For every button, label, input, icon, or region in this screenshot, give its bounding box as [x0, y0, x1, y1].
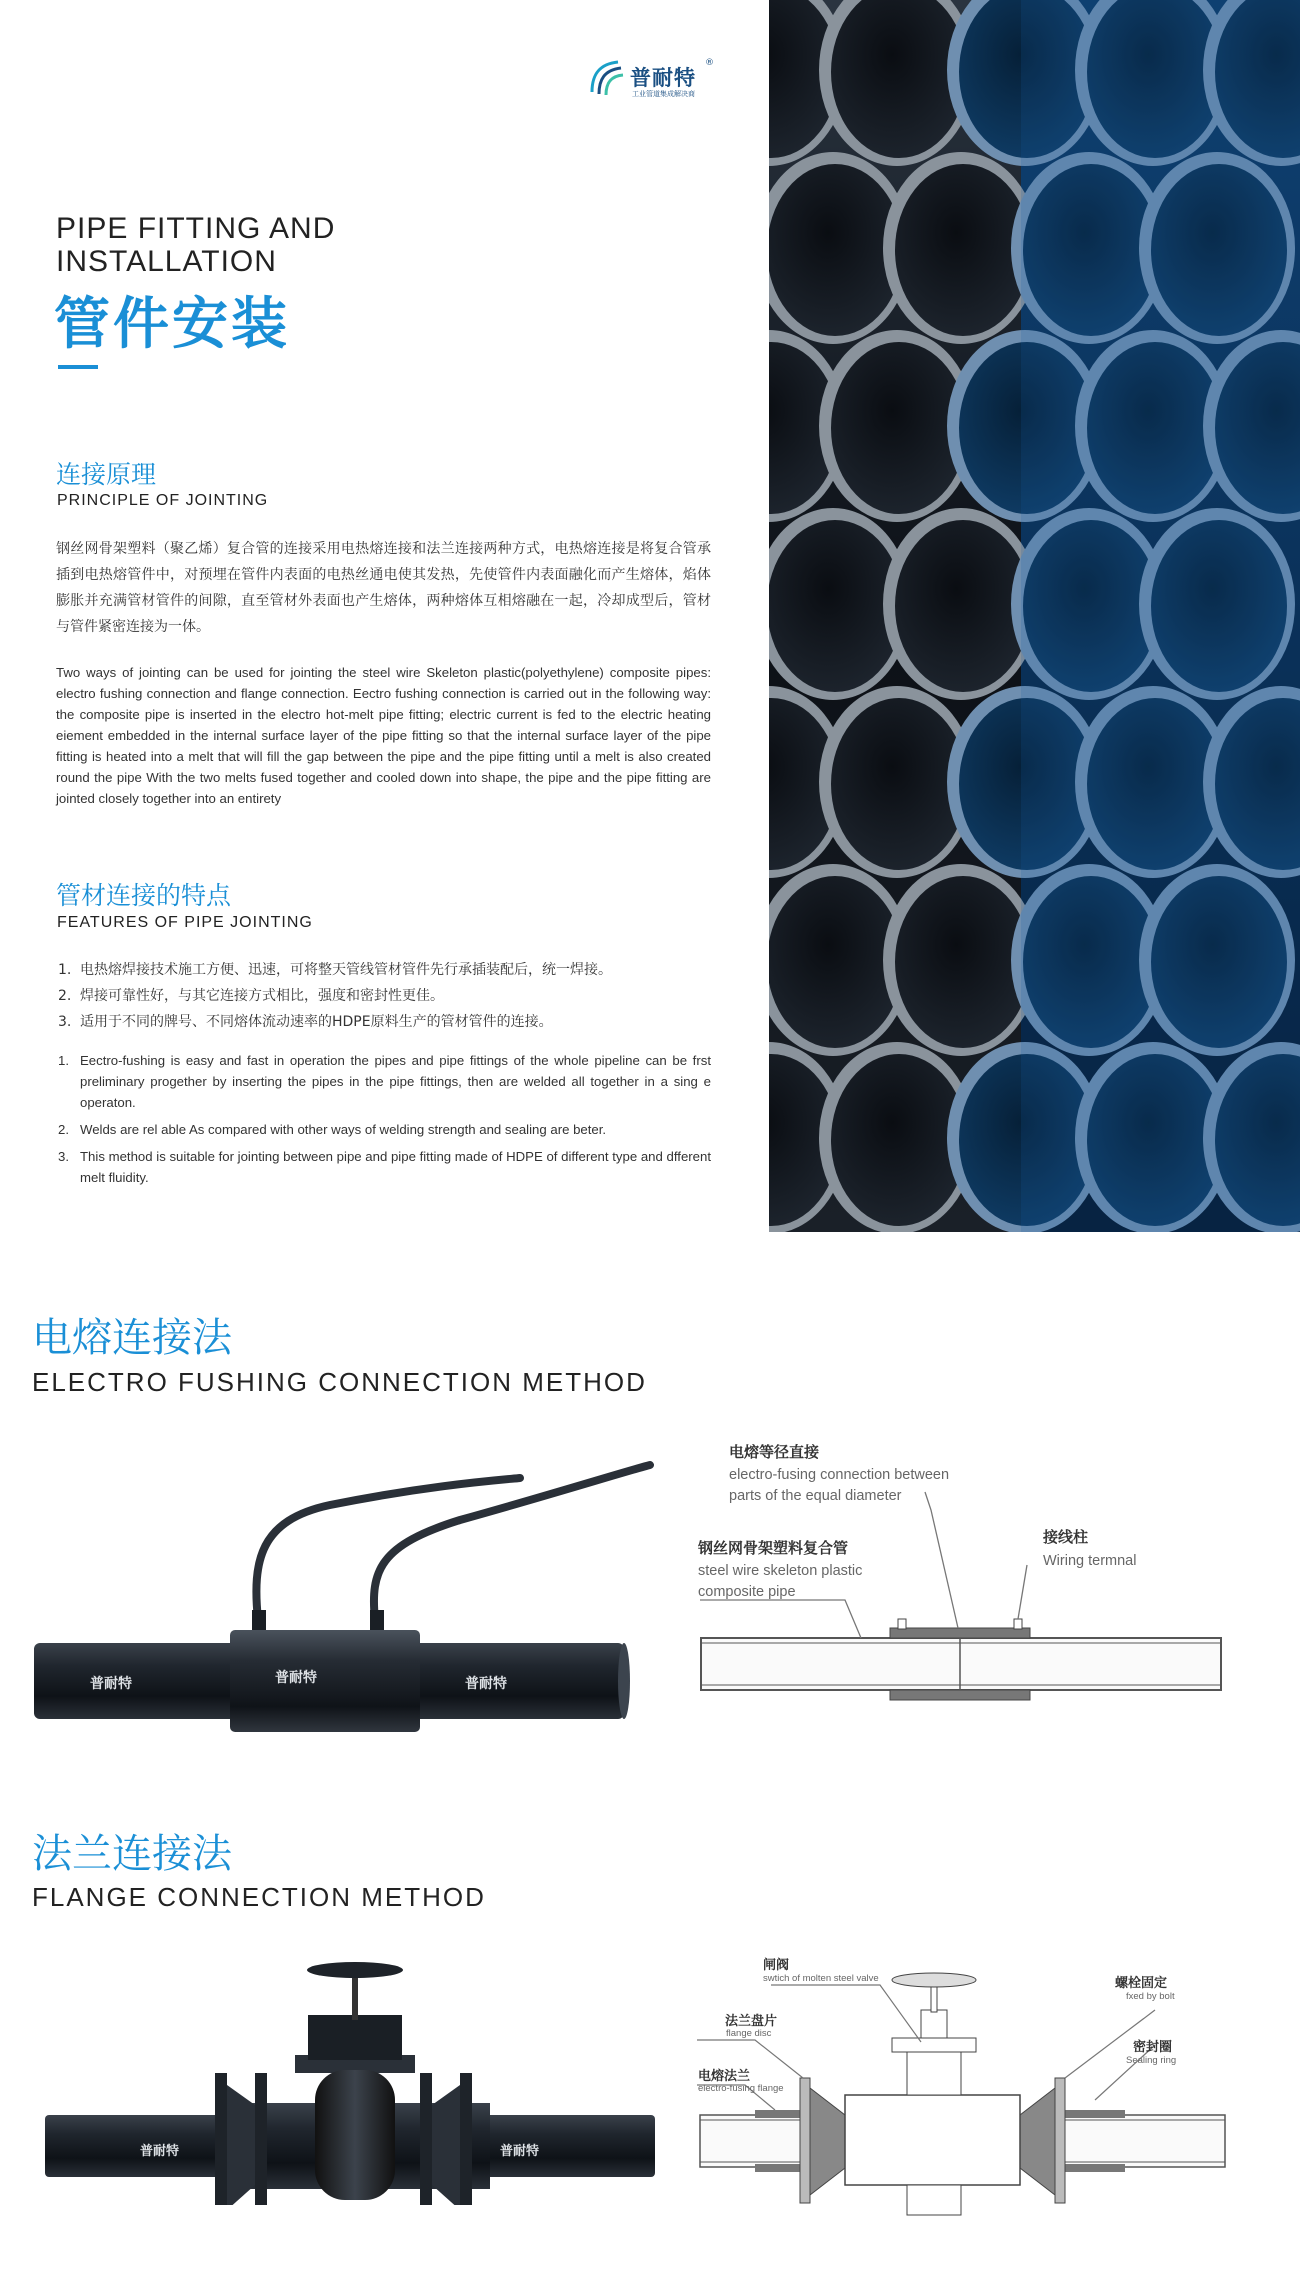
label-valve-cn: 闸阀	[763, 1958, 790, 1973]
flange-fitting-image	[40, 1955, 670, 2205]
pipe-end-hole	[831, 342, 967, 514]
principle-body-en: Two ways of jointing can be used for jointing the steel wire Skeleton plastic(polyethylene) composite pipes: electro fushing connection and flange connection. Eectro fushing connection is carried out in the following way: the composite pipe is inserted in the electro hot-melt pipe fitting; electric current is fed to the electric heating eiement embedded in the internal surface layer of the pipe fitting so that the internal surface layer of the pipe fitting is heated into a melt that will fill the gap between the pipe and the pipe fitting until a melt is also created round the pipe With the two melts fused together and cooled down into shape, the pipe and the pipe fitting are jointed closely together into an entirety	[56, 665, 711, 806]
label-eflange-cn: 电熔法兰	[698, 2069, 751, 2084]
pipe-end-hole	[831, 1054, 967, 1226]
electro-title-cn: 电熔连接法	[32, 1315, 232, 1361]
title-en-line2: INSTALLATION	[56, 245, 277, 278]
logo-mark-icon	[588, 58, 626, 98]
principle-title-en: PRINCIPLE OF JOINTING	[57, 492, 269, 509]
electro-image-brand-1: 普耐特	[90, 1676, 132, 1692]
label-pipe-en-1: steel wire skeleton plastic	[698, 1563, 863, 1579]
label-equal-en-1: electro-fusing connection between	[729, 1467, 950, 1483]
brand-logo	[588, 56, 718, 104]
electro-fitting-image	[30, 1460, 670, 1750]
label-valve-en: swtich of molten steel valve	[763, 1973, 879, 1984]
pipe-end-hole	[769, 876, 903, 1048]
brand-name: 普耐特	[630, 66, 696, 90]
label-equal-cn: 电熔等径直接	[729, 1443, 820, 1461]
principle-title-cn: 连接原理	[56, 460, 157, 489]
pipe-end-hole	[895, 520, 1031, 692]
label-seal-en: Sealing ring	[1126, 2055, 1177, 2066]
brand-tagline: 工业管道集成解决商	[632, 90, 695, 98]
page-title: 管件安装	[54, 292, 290, 357]
brand-registered: ®	[705, 58, 714, 68]
electro-image-brand-2: 普耐特	[275, 1670, 317, 1686]
label-disc-cn: 法兰盘片	[725, 2014, 778, 2029]
label-terminal-cn: 接线柱	[1043, 1528, 1089, 1546]
flange-image-brand-2: 普耐特	[500, 2144, 540, 2159]
label-bolt-en: fxed by bolt	[1126, 1991, 1175, 2002]
title-en-line1: PIPE FITTING AND	[56, 212, 336, 245]
features-list-cn	[58, 957, 718, 1035]
flange-image-brand-1: 普耐特	[140, 2144, 180, 2159]
label-disc-en: flange disc	[726, 2028, 772, 2039]
label-bolt-cn: 螺栓固定	[1115, 1976, 1168, 1991]
pipes-photo-image	[769, 0, 1300, 1232]
list-item: 3. This method is suitable for jointing between pipe and pipe fitting made of HDPE of different type and dfferent melt fluidity.	[58, 1149, 711, 1185]
features-title-en: FEATURES OF PIPE JOINTING	[57, 914, 313, 931]
electro-title-en: ELECTRO FUSHING CONNECTION METHOD	[32, 1367, 647, 1397]
pipe-end-hole	[895, 164, 1031, 336]
label-pipe-cn: 钢丝网骨架塑料复合管	[698, 1539, 849, 1557]
flange-title-en: FLANGE CONNECTION METHOD	[32, 1882, 486, 1912]
list-item: 1. Eectro-fushing is easy and fast in operation the pipes and pipe fittings of the whole pipeline can be frst preliminary progether by inserting the pipes in the pipe fittings, then are welded all together in a sing e operaton.	[58, 1053, 711, 1110]
pipe-end-hole	[831, 698, 967, 870]
label-pipe-en-2: composite pipe	[698, 1584, 796, 1600]
list-item: 2. 焊接可靠性好，与其它连接方式相比，强度和密封性更佳。	[58, 988, 444, 1004]
electro-image-brand-3: 普耐特	[465, 1676, 507, 1692]
pipe-end-hole	[895, 876, 1031, 1048]
list-item: 2. Welds are rel able As compared with other ways of welding strength and sealing are beter.	[58, 1122, 607, 1137]
list-item: 3. 适用于不同的牌号、不同熔体流动速率的HDPE原料生产的管材管件的连接。	[58, 1014, 553, 1030]
label-terminal-en: Wiring termnal	[1043, 1553, 1137, 1569]
features-list-en	[58, 1050, 711, 1194]
pipe-end-hole	[769, 520, 903, 692]
pipe-end-hole	[769, 164, 903, 336]
label-equal-en-2: parts of the equal diameter	[729, 1488, 902, 1504]
features-title-cn: 管材连接的特点	[56, 881, 232, 910]
principle-body-cn: 钢丝网骨架塑料（聚乙烯）复合管的连接采用电热熔连接和法兰连接两种方式，电热熔连接是将复合管承插到电热熔管件中，对预埋在管件内表面的电热丝通电使其发热，先使管件内表面融化而产生熔体，焰体膨胀并充满管材管件的间隙，直至管材外表面也产生熔体，两种熔体互相熔融在一起，冷却成型后，管材与管件紧密连接为一体。	[56, 541, 711, 635]
label-eflange-en: electro-fusing flange	[698, 2083, 784, 2094]
flange-title-cn: 法兰连接法	[32, 1831, 232, 1877]
label-seal-cn: 密封圈	[1133, 2040, 1173, 2055]
title-underline	[58, 365, 98, 369]
list-item: 1. 电热熔焊接技术施工方便、迅速，可将整天管线管材管件先行承插装配后，统一焊接。	[58, 962, 612, 978]
